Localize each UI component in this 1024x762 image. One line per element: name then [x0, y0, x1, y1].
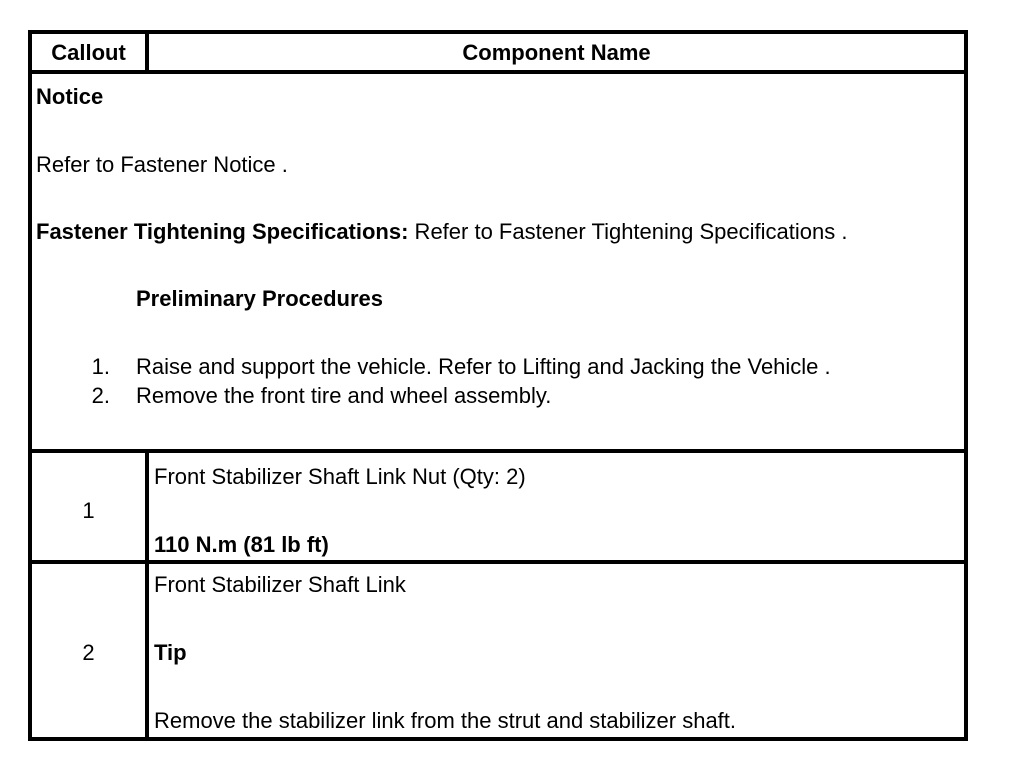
row-callout: 2 — [82, 640, 95, 665]
step-number: 1. — [91, 354, 110, 379]
step-text: Remove the front tire and wheel assembly. — [136, 383, 552, 408]
row-tip-text: Remove the stabilizer link from the strut and stabilizer shaft. — [154, 708, 737, 733]
header-divider — [32, 70, 964, 74]
fastener-spec-text: Refer to Fastener Tightening Specifications . — [408, 219, 848, 244]
notice-divider — [32, 449, 964, 453]
rows-column-divider — [145, 449, 149, 737]
notice-heading: Notice — [36, 84, 104, 109]
component-table — [28, 30, 968, 741]
step-text: Raise and support the vehicle. Refer to Lifting and Jacking the Vehicle . — [136, 354, 831, 379]
row-divider — [32, 560, 964, 564]
header-callout: Callout — [51, 40, 126, 65]
fastener-spec-label: Fastener Tightening Specifications: — [36, 219, 409, 244]
notice-text: Refer to Fastener Notice . — [36, 152, 288, 177]
row-component-name: Front Stabilizer Shaft Link Nut (Qty: 2) — [154, 464, 526, 489]
fastener-spec-line — [36, 219, 847, 245]
preliminary-procedures-heading: Preliminary Procedures — [136, 286, 384, 311]
row-callout: 1 — [82, 498, 95, 523]
step-number: 2. — [91, 383, 110, 408]
header-component-name: Component Name — [462, 40, 651, 65]
row-component-name: Front Stabilizer Shaft Link — [154, 572, 406, 597]
row-torque-spec: 110 N.m (81 lb ft) — [154, 532, 329, 557]
row-tip-label: Tip — [154, 640, 187, 665]
